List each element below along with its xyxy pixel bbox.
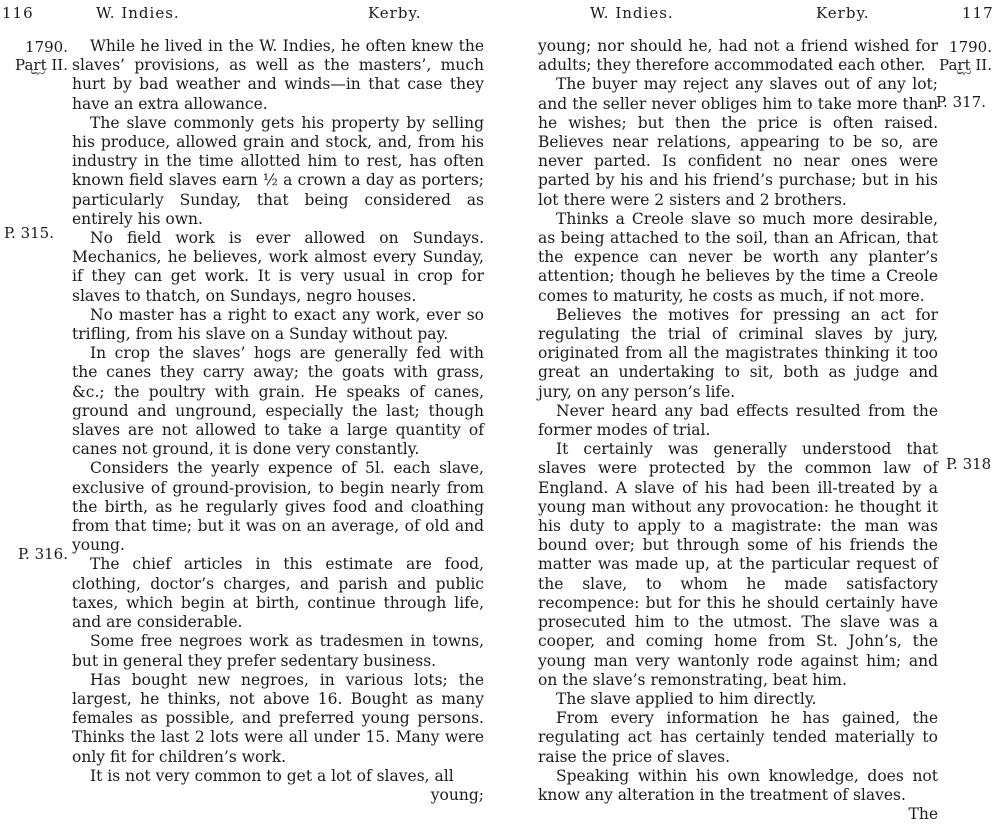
left-page — [0, 0, 500, 804]
right-margin-year-part — [936, 38, 992, 87]
paragraph: It is not very common to get a lot of slaves, all — [90, 766, 454, 785]
left-margin-p316: P. 316. — [18, 545, 68, 563]
right-page-number: 117 — [962, 4, 994, 22]
left-running-head-witness: Kerby. — [368, 4, 422, 22]
paragraph: The chief articles in this estimate are food, clothing, doctor’s charges, and parish and public taxes, which begin at birth, continue through life, and are considerable. — [72, 555, 484, 632]
right-margin-p318: P. 318 — [946, 455, 992, 473]
left-margin-year: 1790. — [25, 38, 68, 56]
paragraph: While he lived in the W. Indies, he often knew the slaves’ provisions, as well as the masters’, much hurt by bad weather and winds—in that case they have an extra allowance. — [72, 37, 484, 113]
brace-icon: ︸ — [31, 71, 45, 87]
right-page-body — [538, 37, 938, 824]
paragraph: The slave applied to him directly. — [556, 689, 817, 708]
paragraph: Never heard any bad effects resulted from the former modes of trial. — [538, 401, 938, 440]
paragraph: Considers the yearly expence of 5l. each slave, exclusive of ground-provision, to begin nearly from the birth, as he regularly gives food and cloathing from that time; but it was on an average, of old and young. — [72, 459, 484, 555]
left-margin-part: Part II. — [15, 56, 68, 74]
catchword: young; — [430, 785, 484, 804]
right-margin-part: Part II. — [939, 56, 992, 74]
left-page-number: 116 — [2, 4, 34, 22]
paragraph: The buyer may reject any slaves out of any lot; and the seller never obliges him to take more than he wishes; but then the price is often raised. Believes near relations, appearing to be so, are never parted. Is confident no near ones were parted by his and his friend’s purchase; but in his lot there were 2 sisters and 2 brothers. — [538, 75, 938, 209]
right-running-head-topic: W. Indies. — [590, 4, 674, 22]
paragraph: Speaking within his own knowledge, does not know any alteration in the treatment of slaves. — [538, 766, 938, 804]
paragraph: young; nor should he, had not a friend wished for adults; they therefore accommodated each other. — [538, 37, 938, 75]
right-page — [500, 0, 1000, 824]
paragraph: It certainly was generally understood that slaves were protected by the common law of England. A slave of his had been ill-treated by a young man without any provocation: he thought it his duty to apply to a magistrate: the man was bound over; but through some of his friends the matter was made up, at the particular request of the slave, to whom he made satisfactory recompence: but for this he should certainly have prosecuted him to the utmost. The slave was a cooper, and coming home from St. John’s, the young man very wantonly rode against him; and on the slave’s remonstrating, beat him. — [538, 440, 938, 689]
paragraph: From every information he has gained, the regulating act has certainly tended materially to raise the price of slaves. — [538, 709, 938, 766]
right-margin-p317: P. 317. — [936, 93, 986, 111]
left-margin-year-part — [8, 38, 68, 87]
left-margin-p315: P. 315. — [4, 224, 54, 242]
paragraph: In crop the slaves’ hogs are generally fed with the canes they carry away; the goats with grass, &c.; the poultry with grain. He speaks of canes, ground and unground, especially the last; though slaves are not allowed to take a large quantity of canes not ground, it is done very constantly. — [72, 344, 484, 459]
brace-icon: ︸ — [957, 71, 971, 87]
paragraph: No master has a right to exact any work, ever so trifling, from his slave on a Sunday without pay. — [72, 305, 484, 344]
paragraph: The slave commonly gets his property by selling his produce, allowed grain and stock, and, from his industry in the time allotted him to rest, has often known field slaves earn ½ a crown a day as porters; particularly Sunday, that being considered as entirely his own. — [72, 113, 484, 228]
paragraph: No field work is ever allowed on Sundays. Mechanics, he believes, work almost every Sunday, if they can get work. It is very usual in crop for slaves to thatch, on Sundays, negro houses. — [72, 229, 484, 305]
paragraph: Believes the motives for pressing an act for regulating the trial of criminal slaves by jury, originated from all the magistrates thinking it too great an undertaking to sit, both as judge and jury, on any person’s life. — [538, 305, 938, 401]
left-page-body — [72, 37, 484, 805]
paragraph: Has bought new negroes, in various lots; the largest, he thinks, not above 16. Bought as many females as possible, and preferred young persons. Thinks the last 2 lots were all under 15. Many were only fit for children’s work. — [72, 670, 484, 766]
catchword: The — [908, 805, 938, 824]
paragraph: Thinks a Creole slave so much more desirable, as being attached to the soil, than an African, that the expence can never be worth any planter’s attention; though he believes by the time a Creole comes to maturity, he costs as much, if not more. — [538, 209, 938, 305]
left-running-head-topic: W. Indies. — [96, 4, 180, 22]
right-running-head-witness: Kerby. — [816, 4, 870, 22]
right-margin-year: 1790. — [949, 38, 992, 56]
paragraph: Some free negroes work as tradesmen in towns, but in general they prefer sedentary business. — [72, 632, 484, 670]
